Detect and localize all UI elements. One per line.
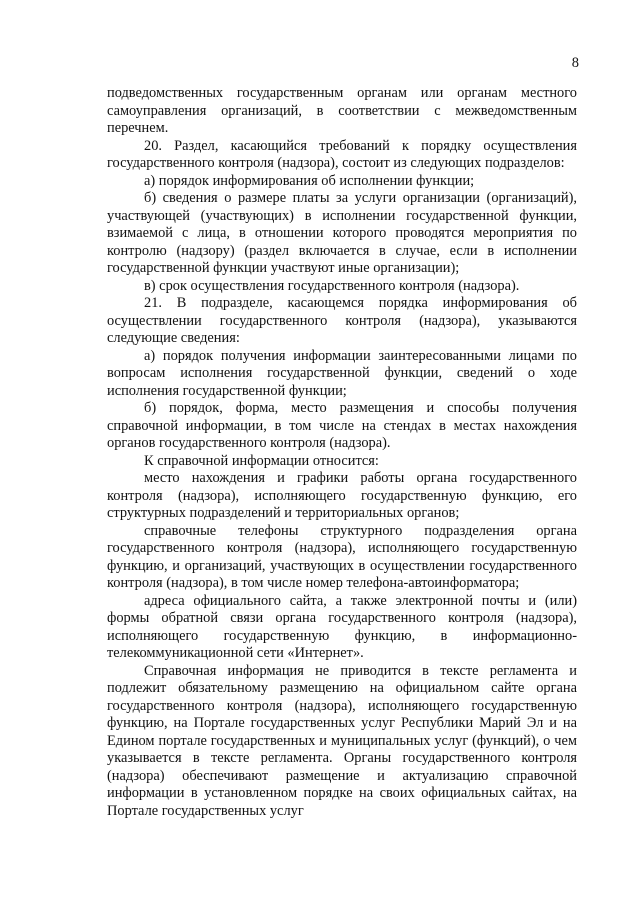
paragraph: справочные телефоны структурного подразделения органа государственного контроля (надзора), исполняющего государственную функцию, и организаций, участвующих в осуществлении государственного контроля (надзора), в том числе номер телефона-автоинформатора; <box>107 522 577 591</box>
paragraph: Справочная информация не приводится в тексте регламента и подлежит обязательному размещению на официальном сайте органа государственного контроля (надзора), исполняющего государственную функцию, на Портале государственных услуг Республики Марий Эл и на Едином портале государственных и муниципальных услуг (функций), о чем указывается в тексте регламента. Органы государственного контроля (надзора) обеспечивают размещение и актуализацию справочной информации в установленном порядке на своих официальных сайтах, на Портале государственных услуг <box>107 662 577 819</box>
paragraph: в) срок осуществления государственного контроля (надзора). <box>144 277 520 294</box>
paragraph: подведомственных государственным органам или органам местного самоуправления организаций, в соответствии с межведомственным перечнем. <box>107 85 577 136</box>
document-body <box>107 85 577 820</box>
page-number: 8 <box>571 55 579 71</box>
paragraph: 20. Раздел, касающийся требований к порядку осуществления государственного контроля (надзора), состоит из следующих подразделов: <box>107 137 577 171</box>
paragraph: К справочной информации относится: <box>144 452 379 469</box>
paragraph: место нахождения и графики работы органа государственного контроля (надзора), исполняющего государственную функцию, его структурных подразделений и территориальных органов; <box>107 470 577 521</box>
paragraph: адреса официального сайта, а также электронной почты и (или) формы обратной связи органа государственного контроля (надзора), исполняющего государственную функцию, в информационно-телекоммуникационной сети «Интернет». <box>107 592 577 661</box>
paragraph: а) порядок информирования об исполнении функции; <box>144 172 475 189</box>
paragraph: а) порядок получения информации заинтересованными лицами по вопросам исполнения государственной функции, сведений о ходе исполнения государственной функции; <box>107 347 577 399</box>
paragraph: б) сведения о размере платы за услуги организации (организаций), участвующей (участвующих) в исполнении государственной функции, взимаемой с лица, в отношении которого проводятся мероприятия по контролю (надзору) (раздел включается в случае, если в исполнении государственной функции участвуют иные организации); <box>107 190 577 276</box>
paragraph: 21. В подразделе, касающемся порядка информирования об осуществлении государственного контроля (надзора), указываются следующие сведения: <box>107 295 577 346</box>
paragraph: б) порядок, форма, место размещения и способы получения справочной информации, в том числе на стендах в местах нахождения органов государственного контроля (надзора). <box>107 400 577 451</box>
